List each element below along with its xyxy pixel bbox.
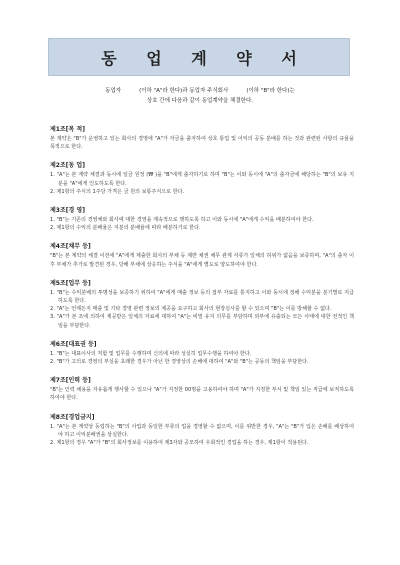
party-a-label: 동업자 — [105, 88, 122, 94]
article-paragraph: 1. "A"는 본 계약상 동업하는 "B"의 사업과 동일한 부류의 업을 경영할 수 없으며, 이를 위반한 경우, "A"는 "B"가 입은 손해를 배상하여야 하고 이익분배권을 상실한다. — [50, 423, 354, 438]
article-paragraph: 2. "A"는 언제든지 매출 및 기타 경영 관련 정보의 제공을 요구하고 회사의 현장실사를 할 수 있으며 "B"는 이를 방해할 수 없다. — [50, 306, 332, 313]
intro-line-1 — [0, 86, 400, 96]
page-title: 동 업 계 약 서 — [101, 48, 309, 68]
article-paragraph: 2. 제1항의 수익의 분배율은 지분의 분배율에 따라 배분하기로 한다. — [50, 225, 201, 232]
article — [50, 375, 354, 402]
article-paragraph: 2. 제1항의 주식의 1주당 가격은 금 원의 보통주식으로 한다. — [50, 188, 185, 195]
article — [50, 160, 354, 196]
title-banner — [48, 38, 350, 76]
article-paragraph: 1. "B"는 기존의 경영체와 회사에 대한 경영을 계속적으로 행하도록 하고 이와 동시에 "A"에게 수익을 배분하여야 한다. — [50, 217, 314, 224]
article-title: 제8조[경업금지] — [50, 413, 95, 421]
article — [50, 278, 354, 330]
article-paragraph: 3. "A"가 본 조에 의하여 제공받은 일체의 자료에 대하여 "A"는 비밀 유지 의무를 부담하며 외부에 유출되는 모든 사태에 대한 전적인 책임을 부담한다. — [50, 314, 354, 329]
party-b-alias: (이하 "B"라 한다)는 — [246, 88, 295, 94]
articles-list — [50, 124, 354, 456]
article-title: 제2조[동 업] — [50, 162, 85, 170]
article-title: 제7조[인력 등] — [50, 377, 91, 385]
article-paragraph: 2. 제1항의 경우 "A"가 "B"의 회사정보를 이용하여 제3자와 공모하여 우회적인 경업을 하는 경우, 제1항이 적용된다. — [50, 440, 309, 447]
article-paragraph: 본 계약은 "B"가 운영하고 있는 회사의 경영에 "A"가 자금을 출자하여 상호 통업 및 이익의 공동 분배를 하는 것과 관련된 사항의 규율을 목적으로 한다. — [50, 136, 354, 151]
article-paragraph: "B"는 인력 채용을 자유롭게 행사할 수 있으나 "A"가 지정한 00명을 고용하여야 하며 "A"가 지정한 부서 및 책임 있는 직급에 보직하도록 하여야 한다. — [50, 387, 354, 402]
article-title: 제6조[대표권 등] — [50, 340, 97, 348]
article — [50, 339, 354, 366]
article-paragraph: "B"는 본 계약의 체결 이전에 "A"에게 제출한 회사의 부채 등 제반 채권 채무 관계 서류가 일체의 허위가 없음을 보증하며, "A"의 출자 이후 부채가 추가로 발견된 경우, 당해 부채에 상응하는 주식을 "A"에게 별도로 양도하여야 한다. — [50, 253, 354, 268]
intro — [0, 86, 400, 106]
article-title: 제3조[경 영] — [50, 207, 85, 215]
article-title: 제1조[목 적] — [50, 126, 85, 133]
article-title: 제5조[업무 등] — [50, 279, 91, 287]
intro-line-2: 상호 간에 다음과 같이 동업계약을 체결한다. — [146, 98, 254, 104]
article — [50, 241, 354, 268]
article-paragraph: 2. "B"가 고의로 경영의 부실을 초래한 경우가 아닌 한 경영상의 손해에 대하여 "A"와 "B"는 공동의 책임을 부담한다. — [50, 359, 309, 366]
article-paragraph: 1. "B"는 대표이사의 직함 및 업무를 수행하며 신의에 따라 성실히 업무수행을 하여야 한다. — [50, 350, 252, 357]
article-paragraph: 1. "B"는 수익분배의 투명성을 보증하기 위하여 "A"에게 매출 정보 등의 접부 자료를 통지하고 이와 동시에 정해 수익분을 분기별로 지급하도록 한다. — [50, 289, 354, 305]
article-title: 제4조[채무 등] — [50, 243, 91, 251]
article-paragraph: 1. "A"는 본 계약 체결과 동시에 일금 원정 (₩ )을 "B"에게 출자하기로 하며 "B"는 이와 동시에 "A"의 출자금에 해당하는 "B"의 보유 지분을 "A"에게 인도하도록 한다. — [50, 172, 354, 187]
party-a-alias: (이하 "A"라 한다)과 동업자 주식회사 — [139, 88, 229, 94]
article — [50, 205, 354, 232]
article — [50, 124, 354, 151]
article — [50, 412, 354, 448]
